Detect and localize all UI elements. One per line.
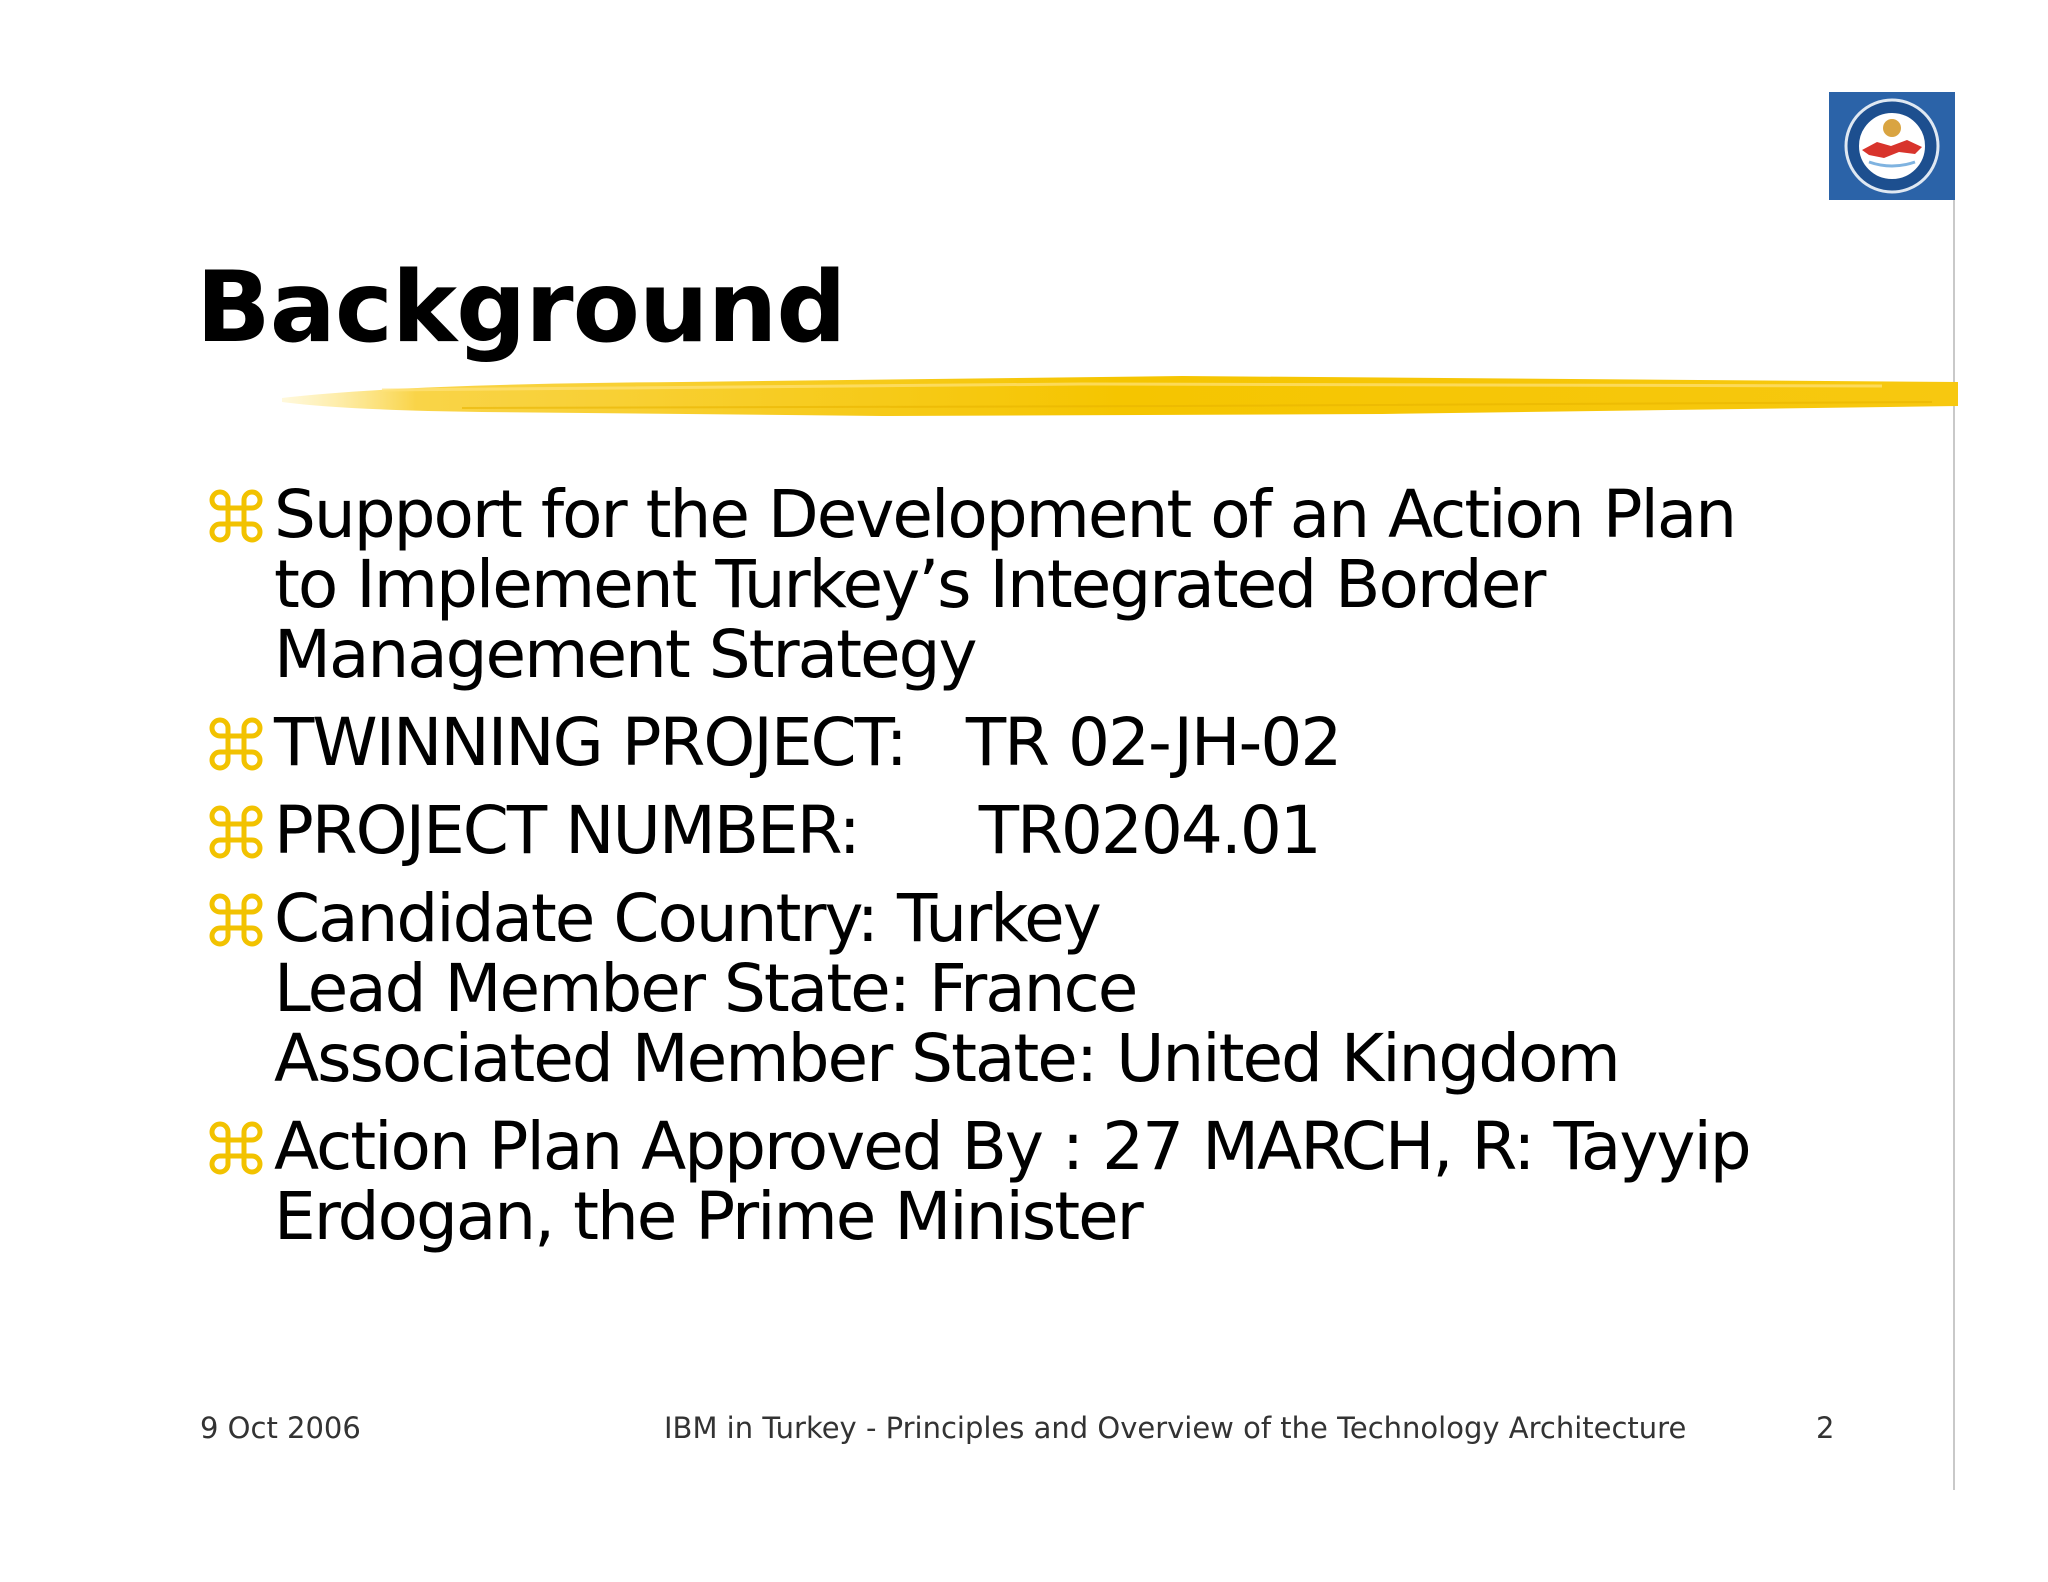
bullet-line: Erdogan, the Prime Minister	[274, 1178, 1142, 1255]
bullet-item	[206, 704, 1856, 781]
bullet-item	[206, 792, 1856, 869]
bullet-line: Action Plan Approved By : 27 MARCH, R: Tayyip	[274, 1108, 1750, 1185]
slide-title: Background	[196, 251, 846, 365]
bullet-list	[206, 476, 1856, 1270]
footer-date: 9 Oct 2006	[200, 1411, 361, 1445]
bullet-line: Associated Member State: United Kingdom	[274, 1020, 1619, 1097]
bullet-line: TWINNING PROJECT: TR 02-JH-02	[274, 704, 1341, 781]
command-key-bullet-icon	[206, 890, 266, 950]
right-divider	[1953, 92, 1955, 1490]
command-key-bullet-icon	[206, 802, 266, 862]
bullet-line: to Implement Turkey’s Integrated Border	[274, 546, 1545, 623]
emblem-logo-icon	[1829, 92, 1955, 200]
footer-page-number: 2	[1816, 1411, 1835, 1445]
command-key-bullet-icon	[206, 714, 266, 774]
footer-presentation-title: IBM in Turkey - Principles and Overview of the Technology Architecture	[664, 1411, 1687, 1445]
command-key-bullet-icon	[206, 1118, 266, 1178]
bullet-item	[206, 476, 1856, 693]
command-key-bullet-icon	[206, 486, 266, 546]
bullet-item	[206, 1108, 1856, 1255]
bullet-line: Support for the Development of an Action Plan	[274, 476, 1736, 553]
bullet-item	[206, 880, 1856, 1097]
bullet-line: Management Strategy	[274, 616, 976, 693]
bullet-line: Lead Member State: France	[274, 950, 1137, 1027]
bullet-line: PROJECT NUMBER: TR0204.01	[274, 792, 1320, 869]
bullet-line: Candidate Country: Turkey	[274, 880, 1100, 957]
title-underline-brush	[282, 362, 1958, 432]
